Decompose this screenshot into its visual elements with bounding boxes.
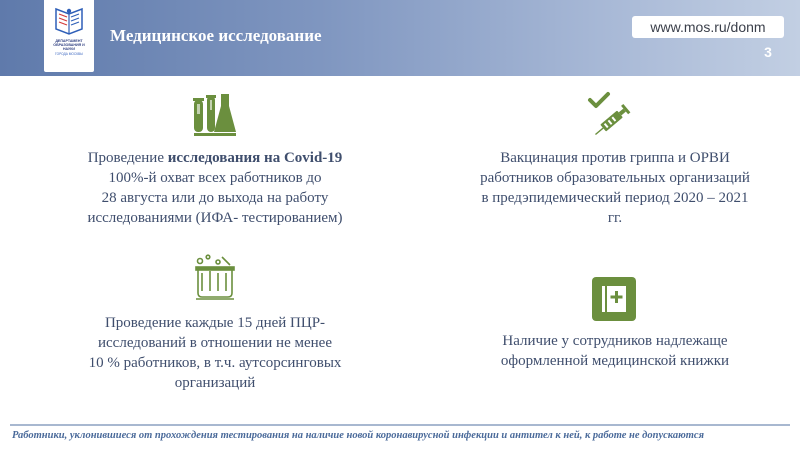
pcr-line3: 10 % работников, в т.ч. аутсорсинговых: [88, 355, 342, 371]
medbook-line1: Наличие у сотрудников надлежаще: [502, 333, 728, 349]
medical-book-text: [450, 331, 780, 371]
pcr-line1: Проведение каждые 15 дней ПЦР-: [104, 315, 326, 331]
flask-icon: [190, 92, 238, 138]
vaccination-line4: гг.: [607, 210, 623, 226]
vaccination-text: [450, 148, 780, 228]
vaccination-line3: в предэпидемический период 2020 – 2021: [481, 190, 749, 206]
emblem-icon: [53, 5, 85, 37]
medical-book-icon: [592, 277, 636, 321]
covid-emphasis: исследования на Covid-19: [167, 150, 343, 166]
covid-testing-text: [60, 148, 370, 228]
covid-line4: исследованиями (ИФА- тестированием): [87, 210, 343, 226]
pcr-testing-text: [60, 313, 370, 393]
page-title: Медицинское исследование: [110, 26, 322, 45]
page-number: 3: [764, 44, 772, 60]
pcr-line2: исследований в отношении не менее: [98, 335, 332, 351]
covid-prefix: Проведение: [87, 150, 168, 166]
logo-text: ДЕПАРТАМЕНТ ОБРАЗОВАНИЯ И НАУКИ: [53, 39, 85, 51]
covid-line2: 100%-й охват всех работников до: [108, 170, 322, 186]
footer-divider: [10, 424, 790, 426]
logo-subtext: ГОРОДА МОСКВЫ: [55, 52, 83, 56]
syringe-check-icon: [586, 90, 638, 140]
footer-note: Работники, уклонившиеся от прохождения тестирования на наличие новой коронавирусной инфекции и антител к ней, к работе не допускаются: [12, 430, 705, 441]
lab-test-tubes-icon: [192, 253, 238, 303]
covid-line1: [60, 148, 370, 168]
department-logo[interactable]: [44, 0, 94, 72]
pcr-line4: организаций: [174, 375, 256, 391]
website-link[interactable]: www.mos.ru/donm: [632, 16, 784, 38]
vaccination-line2: работников образовательных организаций: [480, 170, 750, 186]
header-bar: [0, 0, 800, 76]
covid-line3: 28 августа или до выхода на работу: [101, 190, 329, 206]
vaccination-line1: Вакцинация против гриппа и ОРВИ: [500, 150, 730, 166]
medbook-line2: оформленной медицинской книжки: [500, 353, 730, 369]
